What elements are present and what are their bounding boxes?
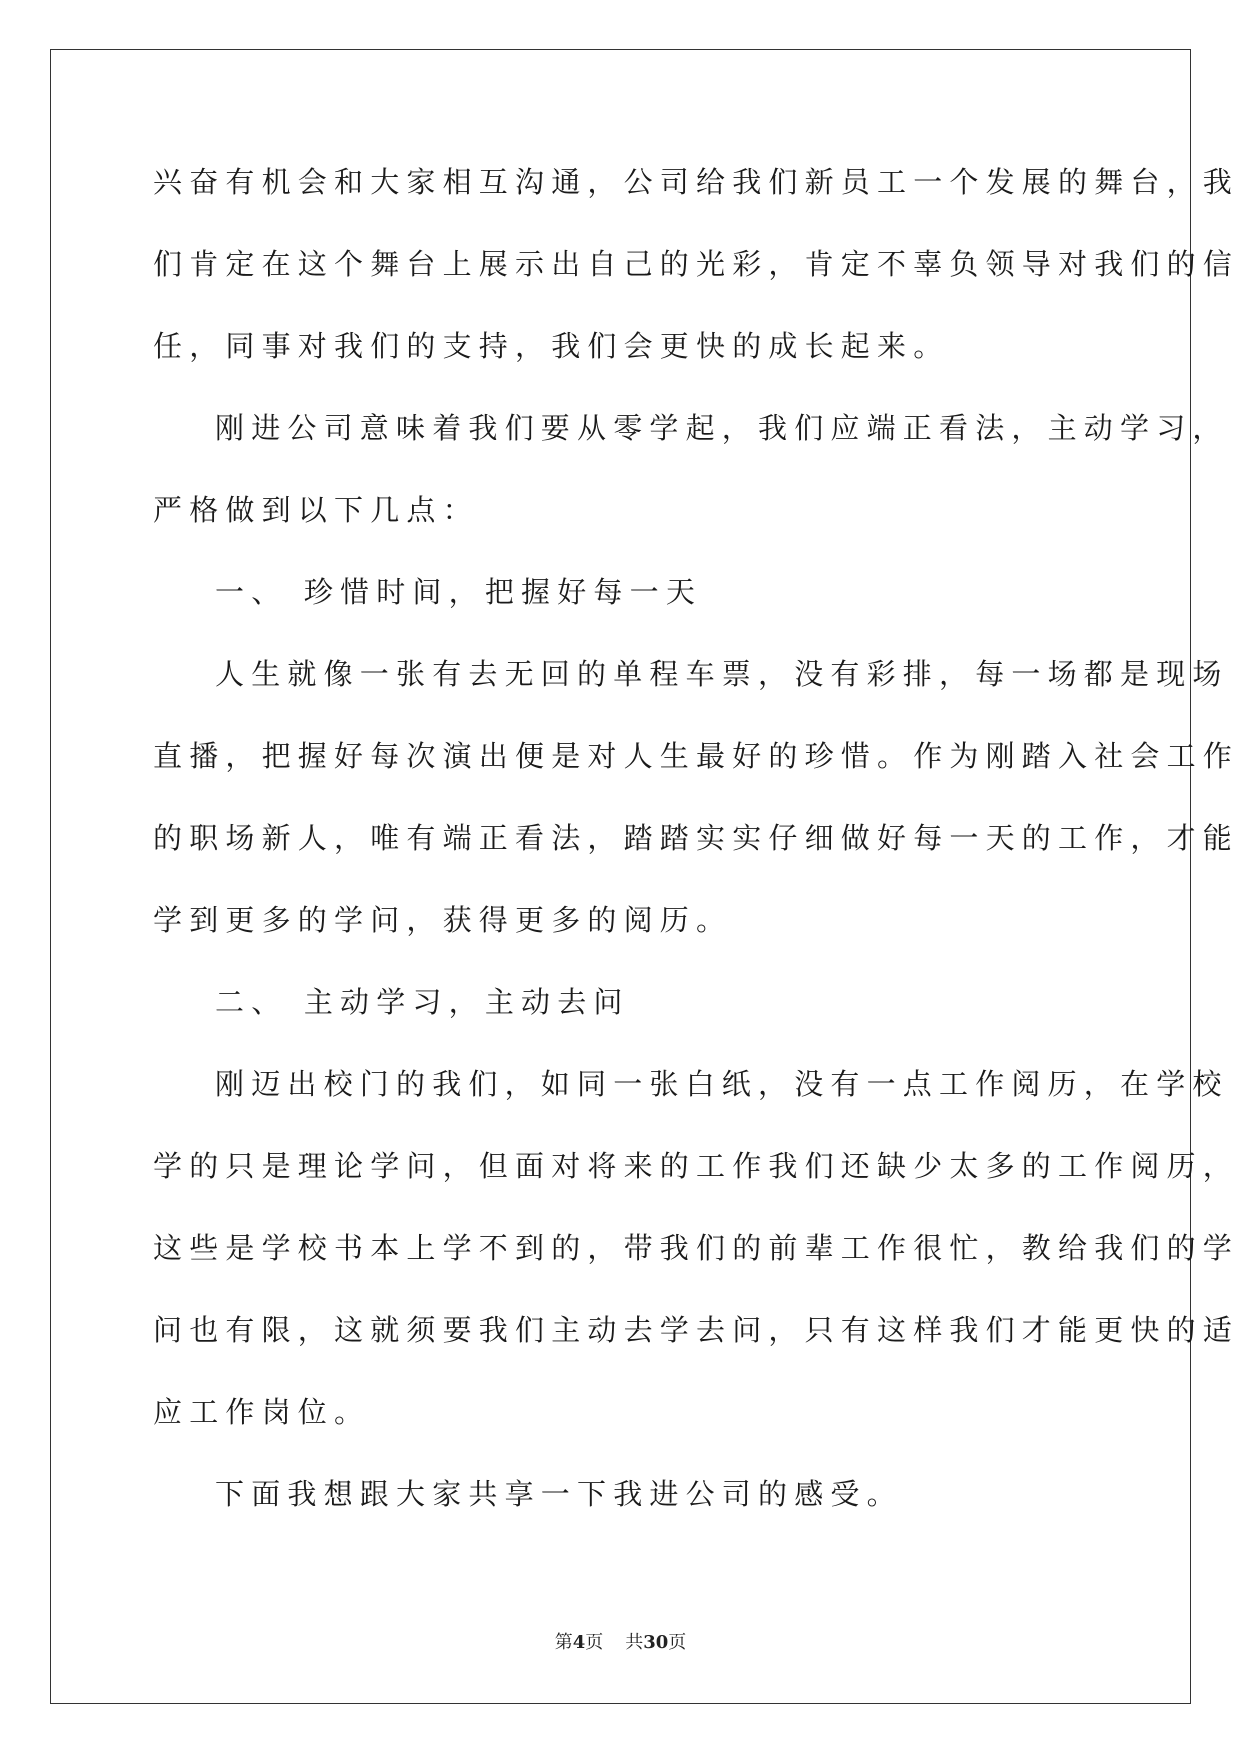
- text-line: 下面我想跟大家共享一下我进公司的感受。: [215, 1477, 903, 1511]
- text-line: 一、 珍惜时间，把握好每一天: [215, 575, 703, 609]
- text-line: 任，同事对我们的支持，我们会更快的成长起来。: [153, 329, 950, 363]
- text-line: 刚迈出校门的我们，如同一张白纸，没有一点工作阅历，在学校: [215, 1067, 1229, 1101]
- text-line: 应工作岗位。: [153, 1395, 371, 1429]
- footer-page-prefix: 第: [554, 1632, 573, 1653]
- text-line: 这些是学校书本上学不到的，带我们的前辈工作很忙，教给我们的学: [153, 1231, 1240, 1265]
- footer-total-suffix: 页: [668, 1632, 687, 1653]
- text-line: 刚进公司意味着我们要从零学起，我们应端正看法，主动学习，: [215, 411, 1229, 445]
- text-line: 问也有限，这就须要我们主动去学去问，只有这样我们才能更快的适: [153, 1313, 1240, 1347]
- text-line: 人生就像一张有去无回的单程车票，没有彩排，每一场都是现场: [215, 657, 1229, 691]
- text-line: 学到更多的学问，获得更多的阅历。: [153, 903, 733, 937]
- footer-page-suffix: 页: [585, 1632, 604, 1653]
- text-line: 直播，把握好每次演出便是对人生最好的珍惜。作为刚踏入社会工作: [153, 739, 1240, 773]
- document-body: [153, 164, 1240, 1558]
- text-line: 们肯定在这个舞台上展示出自己的光彩，肯定不辜负领导对我们的信: [153, 247, 1240, 281]
- footer-total-prefix: 共: [625, 1632, 644, 1653]
- text-line: 的职场新人，唯有端正看法，踏踏实实仔细做好每一天的工作，才能: [153, 821, 1240, 855]
- text-line: 二、 主动学习，主动去问: [215, 985, 630, 1019]
- footer-page-total: 30: [643, 1632, 669, 1653]
- text-line: 学的只是理论学问，但面对将来的工作我们还缺少太多的工作阅历，: [153, 1149, 1240, 1183]
- text-line: 严格做到以下几点：: [153, 493, 479, 527]
- page-footer: [0, 1628, 1241, 1654]
- footer-page-current: 4: [572, 1632, 586, 1653]
- text-line: 兴奋有机会和大家相互沟通，公司给我们新员工一个发展的舞台，我: [153, 165, 1240, 199]
